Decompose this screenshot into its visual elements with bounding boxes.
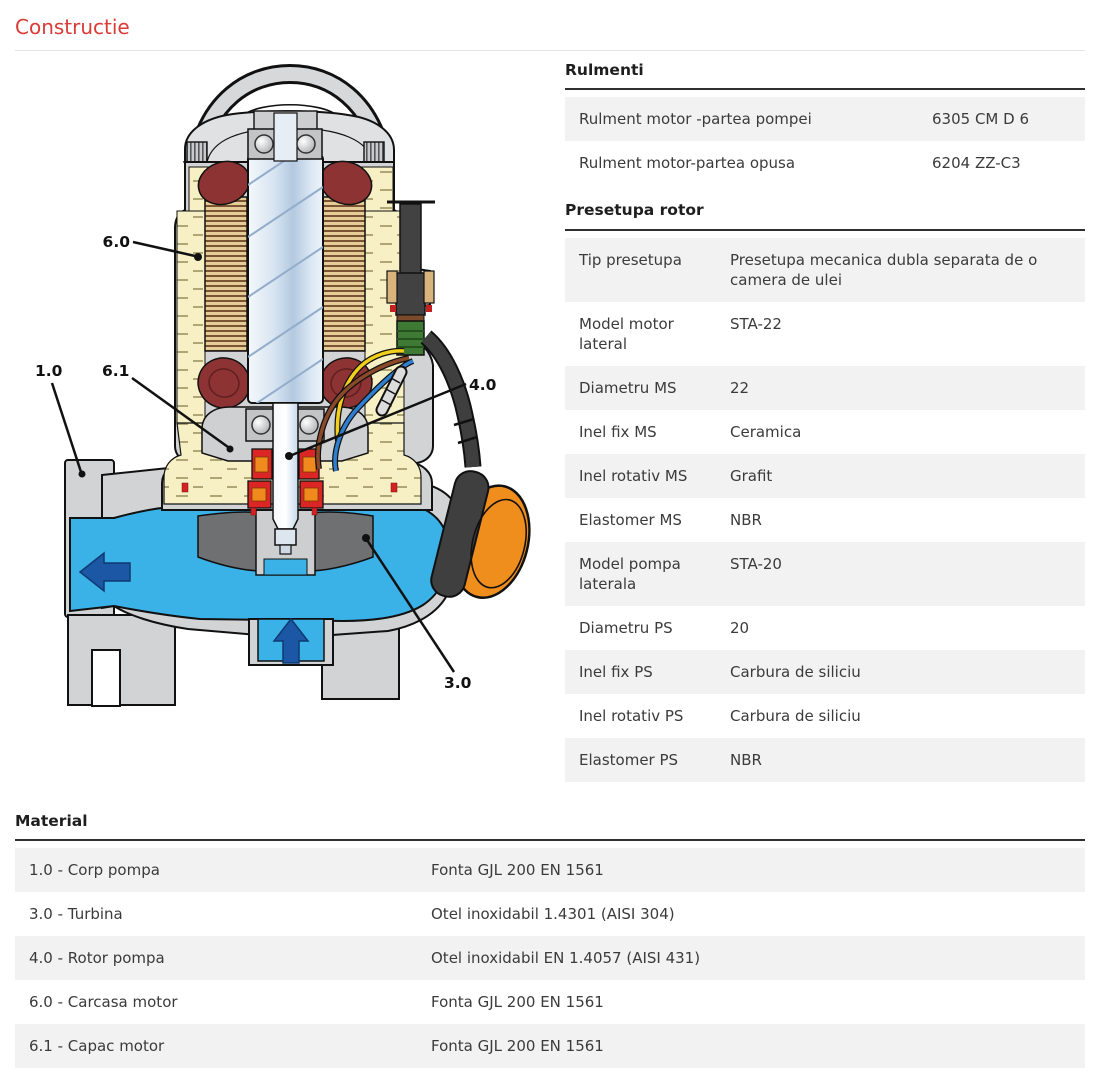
- row-value: 6204 ZZ-C3: [932, 154, 1021, 173]
- table-row: [565, 454, 1085, 498]
- table-row: [565, 498, 1085, 542]
- table-row: [565, 141, 1085, 185]
- table-row: [565, 606, 1085, 650]
- table-row: [565, 650, 1085, 694]
- section-title-material: Material: [15, 812, 1085, 841]
- diagram-label-4-0: 4.0: [469, 376, 497, 394]
- row-value: Otel inoxidabil EN 1.4057 (AISI 431): [431, 949, 701, 968]
- row-value: STA-22: [730, 314, 782, 333]
- row-value: Otel inoxidabil 1.4301 (AISI 304): [431, 905, 675, 924]
- table-row: [15, 936, 1085, 980]
- table-row: [565, 302, 1085, 366]
- row-label: Model motor lateral: [579, 314, 674, 353]
- top-bearing: [248, 111, 322, 161]
- diagram-column: [15, 61, 560, 767]
- row-value: 6305 CM D 6: [932, 110, 1029, 129]
- diagram-label-6-0: 6.0: [102, 233, 130, 251]
- table-row: [15, 848, 1085, 892]
- row-label: 1.0 - Corp pompa: [29, 861, 160, 880]
- row-value: Fonta GJL 200 EN 1561: [431, 993, 604, 1012]
- row-label: Diametru PS: [579, 618, 673, 637]
- row-value: Presetupa mecanica dubla separata de o camera de ulei: [730, 250, 1038, 289]
- row-label: Inel rotativ PS: [579, 706, 684, 725]
- diagram-label-6-1: 6.1: [102, 362, 130, 380]
- row-value: Fonta GJL 200 EN 1561: [431, 1037, 604, 1056]
- float-switch: [428, 468, 542, 613]
- rulmenti-table: [565, 97, 1085, 185]
- row-label: Elastomer PS: [579, 750, 679, 769]
- row-value: Carbura de siliciu: [730, 706, 861, 725]
- section-title-presetupa: Presetupa rotor: [565, 201, 1085, 230]
- row-label: 6.1 - Capac motor: [29, 1037, 165, 1056]
- table-row: [565, 366, 1085, 410]
- row-label: Elastomer MS: [579, 510, 682, 529]
- content-row: [15, 61, 1085, 782]
- section-presetupa: [565, 201, 1085, 781]
- diagram-label-1-0: 1.0: [35, 362, 63, 380]
- presetupa-table: [565, 238, 1085, 782]
- row-value: Ceramica: [730, 422, 802, 441]
- table-row: [15, 1024, 1085, 1068]
- row-label: Tip presetupa: [579, 250, 682, 269]
- row-value: Carbura de siliciu: [730, 662, 861, 681]
- section-rulmenti: [565, 61, 1085, 185]
- row-label: Inel fix PS: [579, 662, 653, 681]
- table-row: [565, 738, 1085, 782]
- row-value: NBR: [730, 510, 762, 529]
- table-row: [15, 980, 1085, 1024]
- row-label: Inel fix MS: [579, 422, 657, 441]
- pump-cross-section-diagram: [15, 61, 560, 767]
- diagram-label-3-0: 3.0: [444, 674, 472, 692]
- table-row: [565, 542, 1085, 606]
- material-table: [15, 848, 1085, 1068]
- row-label: 6.0 - Carcasa motor: [29, 993, 178, 1012]
- table-row: [565, 97, 1085, 141]
- row-value: Grafit: [730, 466, 773, 485]
- row-label: 4.0 - Rotor pompa: [29, 949, 165, 968]
- section-material: [15, 812, 1085, 1068]
- rotor: [248, 135, 323, 409]
- row-value: 20: [730, 618, 750, 637]
- row-value: NBR: [730, 750, 762, 769]
- spec-column: [560, 61, 1085, 782]
- row-value: 22: [730, 378, 750, 397]
- row-label: Diametru MS: [579, 378, 677, 397]
- row-value: Fonta GJL 200 EN 1561: [431, 861, 604, 880]
- row-value: STA-20: [730, 554, 782, 573]
- row-label: Inel rotativ MS: [579, 466, 688, 485]
- title-section: [15, 16, 1085, 51]
- row-label: Rulment motor -partea pompei: [579, 110, 812, 129]
- table-row: [565, 410, 1085, 454]
- row-label: 3.0 - Turbina: [29, 905, 123, 924]
- section-title-rulmenti: Rulmenti: [565, 61, 1085, 90]
- table-row: [565, 694, 1085, 738]
- row-label: Rulment motor-partea opusa: [579, 154, 796, 173]
- pump-shaft: [273, 403, 298, 554]
- table-row: [565, 238, 1085, 302]
- page-title: Constructie: [15, 15, 130, 39]
- row-label: Model pompa laterala: [579, 554, 681, 593]
- table-row: [15, 892, 1085, 936]
